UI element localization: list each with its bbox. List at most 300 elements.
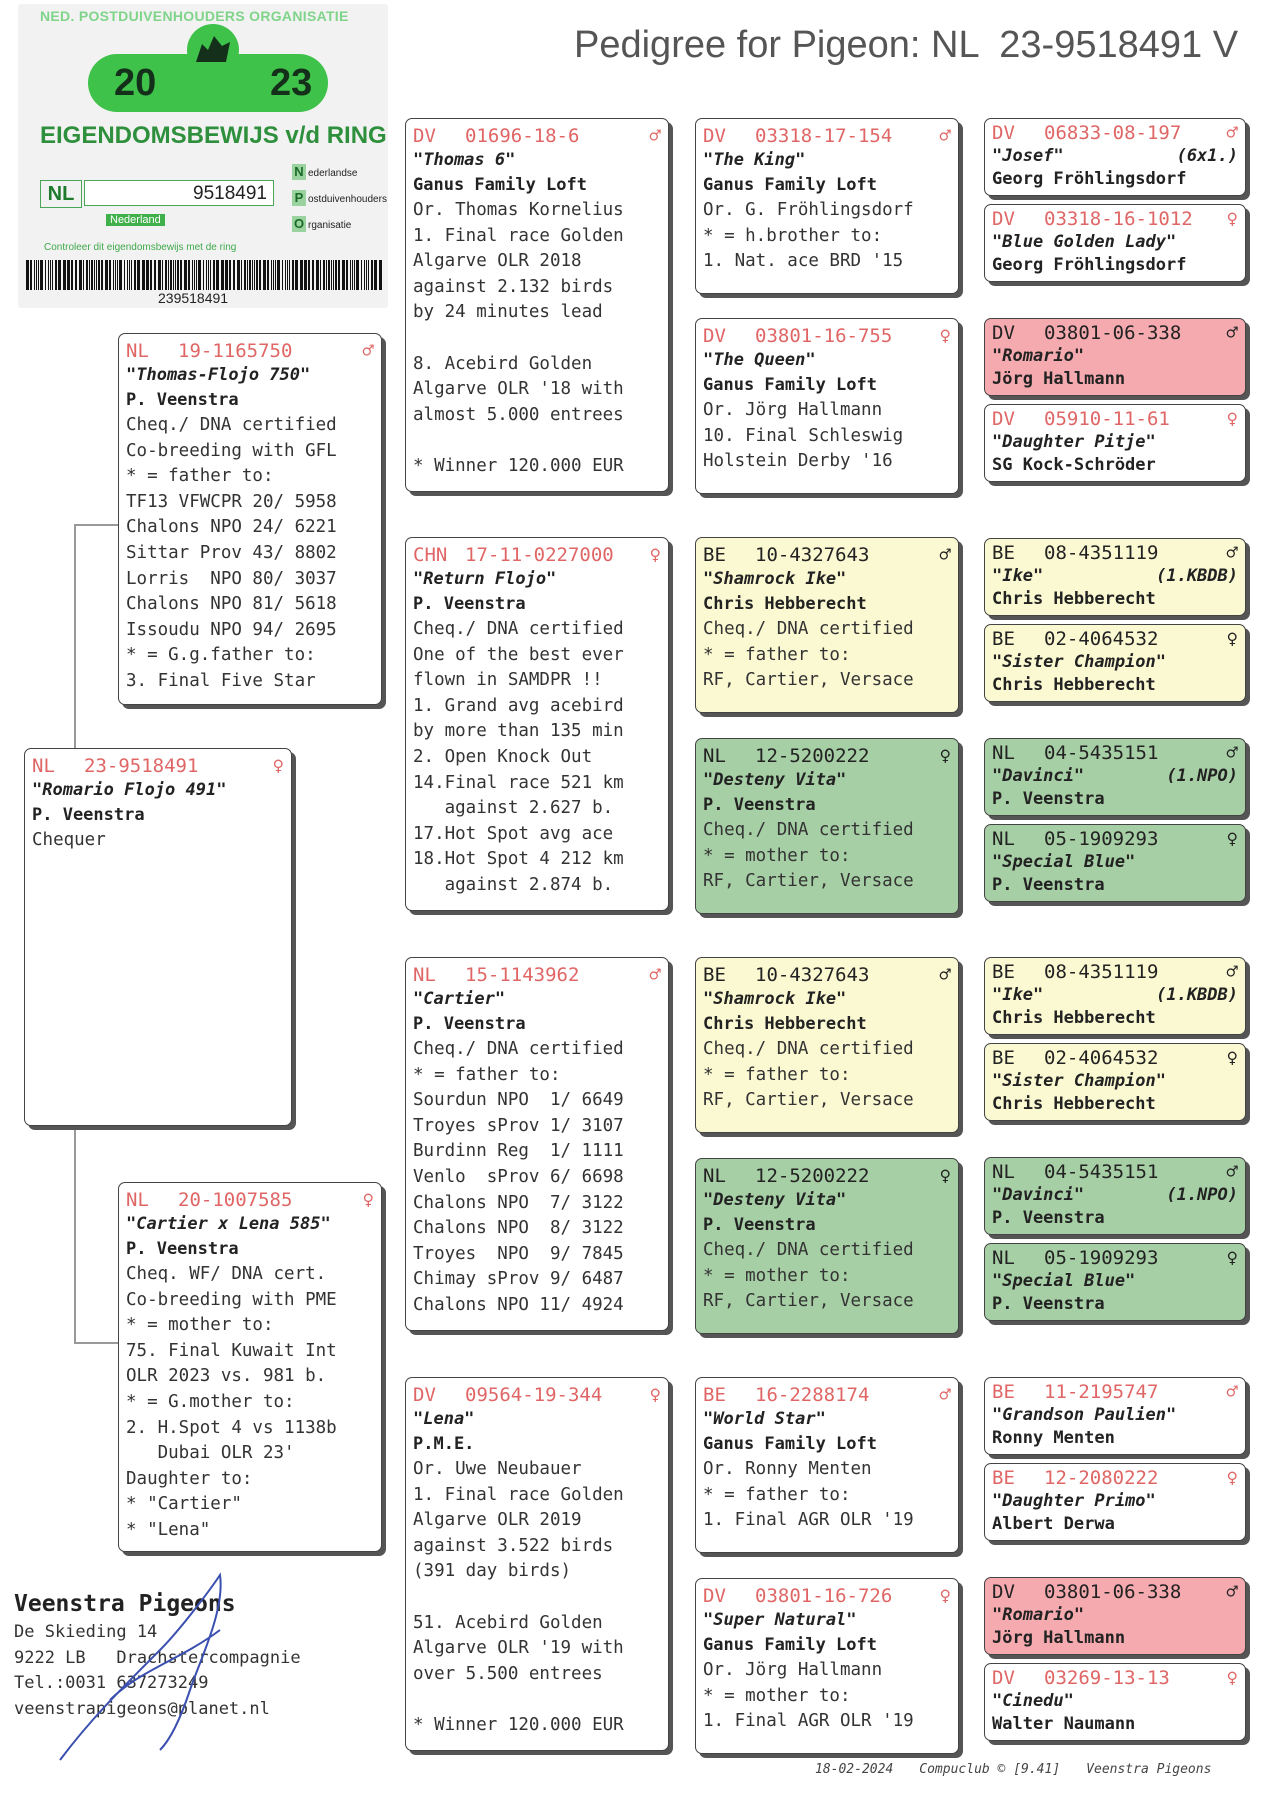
card-header [126,1188,374,1212]
ring-number: 12-2080222 [1044,1466,1159,1489]
barcode-bar [194,260,195,290]
barcode-bar [342,260,345,290]
sex-icon: ♂ [649,125,661,147]
card-header [413,963,661,987]
ring-number: 02-4064532 [1044,1047,1159,1069]
country-code: DV [992,408,1015,430]
sex-icon: ♀ [939,1585,951,1607]
card-header [992,407,1238,431]
pigeon-name [992,565,1238,588]
barcode-bar [328,260,330,290]
ring-number: 12-5200222 [755,745,870,767]
org-line-3: O rganisatie [293,216,352,231]
barcode-bar [295,260,298,290]
pedigree-line [413,428,661,454]
barcode-bar [256,260,258,290]
pigeon-name: "Lena" [413,1409,475,1429]
sex-icon: ♀ [272,755,284,777]
pedigree-line: Chalons NPO 8/ 3122 [413,1218,624,1239]
barcode-bar [379,260,382,290]
breeder-email[interactable]: veenstrapigeons@planet.nl [14,1698,270,1719]
barcode-bar [361,260,362,290]
pedigree-line: 1. Final AGR OLR '19 [703,1510,914,1531]
sex-icon: ♀ [1226,1466,1238,1489]
great-grandparent-card[interactable] [695,537,959,713]
barcode-bar [30,260,32,290]
ring-number: 12-5200222 [755,1165,870,1187]
great-grandparent-card[interactable] [695,738,959,914]
ownership-certificate [18,4,388,308]
owner-name: P. Veenstra [992,874,1105,895]
ancestor-card[interactable] [984,404,1246,482]
country-code: NL [992,827,1015,850]
ring-number: 03318-16-1012 [1044,208,1193,230]
ring-number: 06833-08-197 [1044,122,1182,144]
owner-name: Chris Hebberecht [992,674,1156,695]
sex-icon: ♀ [649,544,661,566]
dam-card[interactable] [118,1182,382,1552]
barcode-bar [271,260,272,290]
barcode-number: 239518491 [158,290,229,306]
card-header [703,124,951,148]
ancestor-card[interactable] [984,1663,1246,1741]
barcode-bar [300,260,303,290]
card-header [992,827,1238,851]
card-header [703,1584,951,1608]
ring-number: 23-9518491 [84,755,199,777]
pigeon-name: "Cartier" [413,989,506,1009]
subject-card[interactable] [24,748,292,1126]
barcode-bar [206,260,207,290]
barcode-bar [192,260,193,290]
owner-name: P.M.E. [413,1434,475,1454]
pedigree-line: against 2.627 b. [413,798,614,819]
pedigree-line: against 3.522 birds [413,1535,614,1556]
barcode-bar [210,260,211,290]
barcode-bar [188,260,190,290]
pigeon-name: "The Queen" [703,350,816,370]
pedigree-line: RF, Cartier, Versace [703,670,914,691]
country-code: NL [32,755,55,777]
card-header [32,754,284,778]
pigeon-name: "Desteny Vita" [703,1190,847,1210]
country-code: DV [703,325,726,347]
lion-emblem-icon [178,22,248,78]
ancestor-card[interactable] [984,1043,1246,1121]
barcode-bar [252,260,253,290]
barcode-bar [287,260,288,290]
country-code: BE [703,1384,726,1406]
pedigree-line: Co-breeding with PME [126,1289,337,1310]
pedigree-line: against 2.874 b. [413,874,614,895]
sex-icon: ♂ [1226,741,1238,764]
barcode-bar [259,260,261,290]
connector [74,1342,118,1344]
barcode-bar [63,260,66,290]
great-grandparent-card[interactable] [695,957,959,1133]
pedigree-line: Holstein Derby '16 [703,451,893,472]
country-code: BE [992,1047,1015,1069]
pigeon-name: "Thomas-Flojo 750" [126,365,311,385]
grandparent-card[interactable] [405,537,669,911]
barcode-bar [254,260,255,290]
pedigree-line: 1. Nat. ace BRD '15 [703,251,904,272]
ring-number: 03318-17-154 [755,125,893,147]
signature [50,1570,270,1770]
country-code: DV [413,125,436,147]
barcode [26,260,382,290]
pigeon-name-text: "Cinedu" [992,1690,1074,1711]
ring-number: 04-5435151 [1044,1161,1159,1183]
country-code: DV [992,122,1015,144]
owner-name: Georg Fröhlingsdorf [992,169,1187,189]
pedigree-line: 3. Final Five Star [126,670,316,691]
ancestor-card[interactable] [984,1463,1246,1541]
barcode-bar [67,260,70,290]
pedigree-line [413,326,661,352]
ancestor-card[interactable] [984,318,1246,396]
ancestor-card[interactable] [984,204,1246,282]
pigeon-name-text: "Josef" [992,146,1064,166]
card-header [703,744,951,768]
pedigree-line: Chequer [32,830,106,850]
ancestor-card[interactable] [984,624,1246,702]
card-header [992,1666,1238,1690]
barcode-bar [96,260,97,290]
barcode-bar [36,260,37,290]
barcode-bar [137,260,140,290]
great-grandparent-card[interactable] [695,118,959,294]
barcode-bar [75,260,77,290]
card-header [992,207,1238,231]
barcode-bar [366,260,367,290]
card-header [413,124,661,148]
barcode-bar [48,260,49,290]
great-grandparent-card[interactable] [695,1578,959,1754]
pedigree-line: Algarve OLR 2018 [413,251,582,272]
country-code: DV [992,208,1015,230]
pigeon-name: "World Star" [703,1409,826,1429]
great-grandparent-card[interactable] [695,1158,959,1334]
pedigree-line: Venlo sProv 6/ 6698 [413,1166,624,1187]
barcode-bar [323,260,325,290]
pigeon-note: (1.NPO) [1166,1185,1238,1205]
pigeon-name [992,431,1238,454]
sex-icon: ♂ [1226,961,1238,983]
pedigree-line: * Winner 120.000 EUR [413,1714,624,1735]
pedigree-line [413,1585,661,1611]
barcode-bar [196,260,197,290]
barcode-bar [273,260,274,290]
country-code: DV [703,125,726,147]
sex-icon: ♂ [939,125,951,147]
owner-name: Georg Fröhlingsdorf [992,255,1187,275]
pedigree-line: Chalons NPO 81/ 5618 [126,594,337,615]
barcode-bar [374,260,377,290]
ring-number: 03801-06-338 [1044,1580,1182,1603]
barcode-bar [38,260,39,290]
owner-name: Chris Hebberecht [992,1008,1156,1028]
certificate-country: NL [40,180,82,208]
pedigree-line: * = h.brother to: [703,225,883,246]
barcode-bar [40,260,43,290]
card-header [703,1164,951,1188]
ring-number: 01696-18-6 [465,125,580,147]
sex-icon: ♂ [939,544,951,566]
ancestor-card[interactable] [984,1157,1246,1235]
ancestor-card[interactable] [984,1243,1246,1321]
card-header [992,627,1238,651]
barcode-bar [127,260,128,290]
pedigree-line: 2. H.Spot 4 vs 1138b [126,1417,337,1438]
ancestor-card[interactable] [984,957,1246,1035]
pedigree-line: RF, Cartier, Versace [703,871,914,892]
barcode-bar [285,260,286,290]
owner-name: SG Kock-Schröder [992,455,1156,475]
card-header [992,1046,1238,1070]
sex-icon: ♂ [1226,541,1238,564]
barcode-bar [168,260,169,290]
barcode-bar [113,260,114,290]
sex-icon: ♂ [1226,1380,1238,1403]
barcode-bar [101,260,103,290]
barcode-bar [117,260,118,290]
ancestor-card[interactable] [984,1577,1246,1655]
country-code: BE [992,627,1015,650]
card-header [992,1466,1238,1490]
country-code: DV [992,1666,1015,1689]
barcode-bar [170,260,172,290]
owner-name: P. Veenstra [992,1294,1105,1314]
ring-number: 05-1909293 [1044,1247,1159,1269]
pedigree-line: 17.Hot Spot avg ace [413,823,614,844]
pedigree-line: Or. Ronny Menten [703,1459,872,1479]
footer-software: Compuclub © [9.41] [919,1762,1061,1777]
pedigree-line [413,1687,661,1713]
sex-icon: ♀ [939,1165,951,1187]
owner-name: P. Veenstra [992,788,1105,809]
pigeon-name-text: "Davinci" [992,1185,1085,1205]
barcode-bar [162,260,163,290]
pigeon-name [992,231,1238,254]
pigeon-name-text: "Ike" [992,565,1044,586]
pedigree-line: 18.Hot Spot 4 212 km [413,849,624,870]
card-header [992,321,1238,345]
barcode-bar [71,260,73,290]
country-code: DV [703,1585,726,1607]
pigeon-note: (1.KBDB) [1156,985,1238,1005]
pedigree-line: Or. Uwe Neubauer [413,1459,582,1479]
barcode-bar [58,260,61,290]
card-header [413,543,661,567]
pedigree-line: * = father to: [126,466,274,487]
pedigree-line: almost 5.000 entrees [413,404,624,425]
sex-icon: ♂ [939,1384,951,1406]
barcode-bar [350,260,351,290]
barcode-bar [173,260,174,290]
barcode-bar [368,260,369,290]
barcode-bar [352,260,353,290]
breeder-name: Veenstra Pigeons [14,1591,236,1617]
pedigree-line: Issoudu NPO 94/ 2695 [126,619,337,640]
country-code: BE [703,964,726,986]
pigeon-name [992,1270,1238,1293]
barcode-bar [233,260,235,290]
country-code: CHN [413,544,448,566]
barcode-bar [134,260,136,290]
footer-date: 18-02-2024 [815,1762,894,1777]
grandparent-card[interactable] [405,118,669,492]
card-header [992,1580,1238,1604]
barcode-bar [213,260,215,290]
country-code: BE [992,1380,1015,1403]
card-header [703,963,951,987]
barcode-bar [119,260,122,290]
pedigree-line: Cheq./ DNA certified [703,1240,914,1260]
barcode-bar [184,260,187,290]
card-header [992,1246,1238,1270]
pedigree-line: Or. Jörg Hallmann [703,1660,883,1680]
pigeon-name: "Cartier x Lena 585" [126,1214,331,1234]
barcode-bar [115,260,116,290]
owner-name: Jörg Hallmann [992,369,1126,389]
pedigree-line: * Winner 120.000 EUR [413,455,624,476]
great-grandparent-card[interactable] [695,318,959,494]
pedigree-line: 14.Final race 521 km [413,772,624,793]
barcode-bar [105,260,108,290]
barcode-bar [52,260,53,290]
grandparent-card[interactable] [405,1377,669,1751]
card-header [992,1380,1238,1404]
country-code: DV [992,322,1015,344]
owner-name: Jörg Hallmann [992,1627,1126,1648]
footer-owner: Veenstra Pigeons [1086,1762,1212,1777]
owner-name: Ganus Family Loft [703,375,877,395]
barcode-bar [331,260,332,290]
pedigree-line: Chalons NPO 7/ 3122 [413,1192,624,1213]
sex-icon: ♂ [1226,322,1238,344]
pedigree-line: Algarve OLR '18 with [413,379,624,400]
sire-card[interactable] [118,333,382,705]
sex-icon: ♂ [939,964,951,986]
barcode-bar [249,260,251,290]
org-line-2: P ostduivenhouders [292,190,387,206]
pedigree-line: * = G.g.father to: [126,645,316,666]
pigeon-name: "Super Natural" [703,1610,857,1630]
pigeon-name-text: "Daughter Pitje" [992,432,1156,452]
certificate-ring-number: 9518491 [84,180,274,206]
great-grandparent-card[interactable] [695,1377,959,1553]
sex-icon: ♀ [939,745,951,767]
pedigree-line: * "Cartier" [126,1494,242,1515]
sex-icon: ♀ [649,1384,661,1406]
ancestor-card[interactable] [984,1377,1246,1455]
barcode-bar [229,260,231,290]
barcode-bar [208,260,209,290]
country-code: NL [413,964,436,986]
pigeon-name [992,765,1238,788]
pedigree-line: RF, Cartier, Versace [703,1291,914,1312]
owner-name: Chris Hebberecht [703,594,867,614]
ring-number: 10-4327643 [755,544,870,566]
sex-icon: ♀ [362,1189,374,1211]
pigeon-note: (1.KBDB) [1156,565,1238,586]
pedigree-line: RF, Cartier, Versace [703,1090,914,1111]
pigeon-name: "The King" [703,150,806,170]
ring-number: 08-4351119 [1044,541,1159,564]
pigeon-name: "Desteny Vita" [703,770,847,790]
barcode-bar [89,260,90,290]
barcode-bar [177,260,179,290]
barcode-bar [34,260,35,290]
pedigree-line: Sourdun NPO 1/ 6649 [413,1090,624,1111]
card-header [126,339,374,363]
pedigree-line: 1. Grand avg acebird [413,695,624,716]
pedigree-line: Cheq./ DNA certified [413,1039,624,1059]
ancestor-card[interactable] [984,738,1246,816]
pedigree-line: * = father to: [413,1064,561,1085]
grandparent-card[interactable] [405,957,669,1331]
pedigree-line: Cheq./ DNA certified [703,820,914,840]
ring-number: 09564-19-344 [465,1384,603,1406]
barcode-bar [83,260,84,290]
owner-name: Ganus Family Loft [703,1434,877,1454]
ring-number: 19-1165750 [178,340,293,362]
ring-number: 04-5435151 [1044,741,1159,764]
barcode-bar [50,260,51,290]
pigeon-name-text: "Romario" [992,346,1085,366]
pigeon-name-text: "Special Blue" [992,1271,1136,1291]
ring-number: 08-4351119 [1044,961,1159,983]
barcode-bar [289,260,290,290]
pedigree-line: Burdinn Reg 1/ 1111 [413,1141,624,1162]
ring-number: 15-1143962 [465,964,580,986]
barcode-bar [86,260,88,290]
country-code: NL [992,1161,1015,1183]
owner-name: P. Veenstra [126,1239,239,1259]
owner-name: P. Veenstra [413,1014,526,1034]
pigeon-name [992,1490,1238,1513]
barcode-bar [356,260,359,290]
barcode-bar [333,260,334,290]
barcode-bar [158,260,161,290]
pigeon-note: (6x1.) [1176,146,1238,166]
owner-name: Chris Hebberecht [703,1014,867,1034]
pedigree-line: OLR 2023 vs. 981 b. [126,1366,327,1387]
pedigree-line: 1. Final race Golden [413,225,624,246]
owner-name: Ganus Family Loft [413,175,587,195]
pedigree-line: 1. Final AGR OLR '19 [703,1711,914,1732]
owner-name: Albert Derwa [992,1513,1115,1534]
barcode-bar [346,260,348,290]
barcode-bar [275,260,276,290]
ring-number: 16-2288174 [755,1384,870,1406]
pedigree-line: * = mother to: [126,1315,274,1336]
card-header [992,741,1238,765]
ancestor-card[interactable] [984,538,1246,616]
barcode-bar [338,260,340,290]
ring-number: 05-1909293 [1044,827,1159,850]
ring-number: 03801-16-726 [755,1585,893,1607]
country-code: NL [703,1165,726,1187]
owner-name: Ganus Family Loft [703,175,877,195]
ancestor-card[interactable] [984,824,1246,902]
card-header [992,1160,1238,1184]
barcode-bar [277,260,280,290]
pedigree-line: by more than 135 min [413,721,624,742]
pigeon-name [992,1604,1238,1627]
ancestor-card[interactable] [984,118,1246,196]
